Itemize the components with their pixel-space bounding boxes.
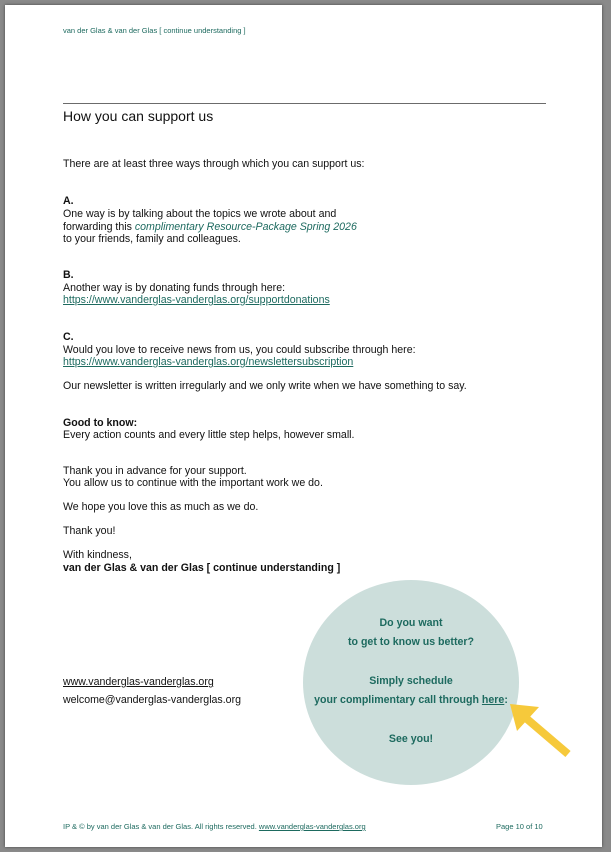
- way-a-label: A.: [63, 195, 74, 207]
- closing: With kindness,: [63, 549, 132, 561]
- way-c-label: C.: [63, 331, 74, 343]
- good-to-know-heading: Good to know:: [63, 417, 138, 429]
- signature: van der Glas & van der Glas [ continue understanding ]: [63, 562, 341, 574]
- way-a-line1: One way is by talking about the topics we wrote about and: [63, 208, 337, 220]
- way-b-line1: Another way is by donating funds through here:: [63, 282, 286, 294]
- footer-copyright-line: [63, 822, 366, 831]
- way-a-line3: to your friends, family and colleagues.: [63, 233, 241, 245]
- donations-link[interactable]: https://www.vanderglas-vanderglas.org/supportdonations: [63, 294, 330, 306]
- resource-package-link[interactable]: complimentary Resource-Package Spring 2026: [134, 221, 357, 233]
- intro-text: There are at least three ways through which you can support us:: [63, 158, 365, 170]
- footer-copyright: IP & © by van der Glas & van der Glas. All rights reserved.: [63, 822, 257, 831]
- cta-line3: Simply schedule: [369, 675, 453, 687]
- way-a-line2: [63, 221, 357, 234]
- way-c-line1: Would you love to receive news from us, you could subscribe through here:: [63, 344, 416, 356]
- page-header: van der Glas & van der Glas [ continue understanding ]: [63, 26, 246, 35]
- thanks-line1: Thank you in advance for your support.: [63, 465, 247, 477]
- thanks-line3: We hope you love this as much as we do.: [63, 501, 259, 513]
- email-text[interactable]: welcome@vanderglas-vanderglas.org: [63, 694, 241, 706]
- page-number: Page 10 of 10: [496, 822, 543, 831]
- thanks-line2: You allow us to continue with the important work we do.: [63, 477, 323, 489]
- good-to-know-text: Every action counts and every little step helps, however small.: [63, 429, 355, 441]
- pointer-arrow-icon: [505, 699, 575, 763]
- header-divider: [63, 103, 546, 104]
- cta-line4: [303, 694, 519, 706]
- cta-line2: to get to know us better?: [348, 636, 474, 648]
- way-b-label: B.: [63, 269, 74, 281]
- footer-website-link[interactable]: www.vanderglas-vanderglas.org: [258, 822, 366, 831]
- way-a-line2-prefix: forwarding this: [63, 221, 135, 233]
- cta-line4-prefix: your complimentary call through: [314, 694, 482, 706]
- website-link[interactable]: www.vanderglas-vanderglas.org: [63, 676, 214, 688]
- document-page: [5, 5, 602, 847]
- thanks-line4: Thank you!: [63, 525, 116, 537]
- section-title: How you can support us: [63, 108, 214, 124]
- newsletter-link[interactable]: https://www.vanderglas-vanderglas.org/newslettersubscription: [63, 356, 354, 368]
- cta-line4-suffix: :: [504, 694, 508, 706]
- schedule-call-link[interactable]: here: [481, 694, 505, 706]
- newsletter-note: Our newsletter is written irregularly and we only write when we have something to say.: [63, 380, 467, 392]
- cta-line5: See you!: [388, 733, 434, 745]
- cta-line1: Do you want: [379, 617, 443, 629]
